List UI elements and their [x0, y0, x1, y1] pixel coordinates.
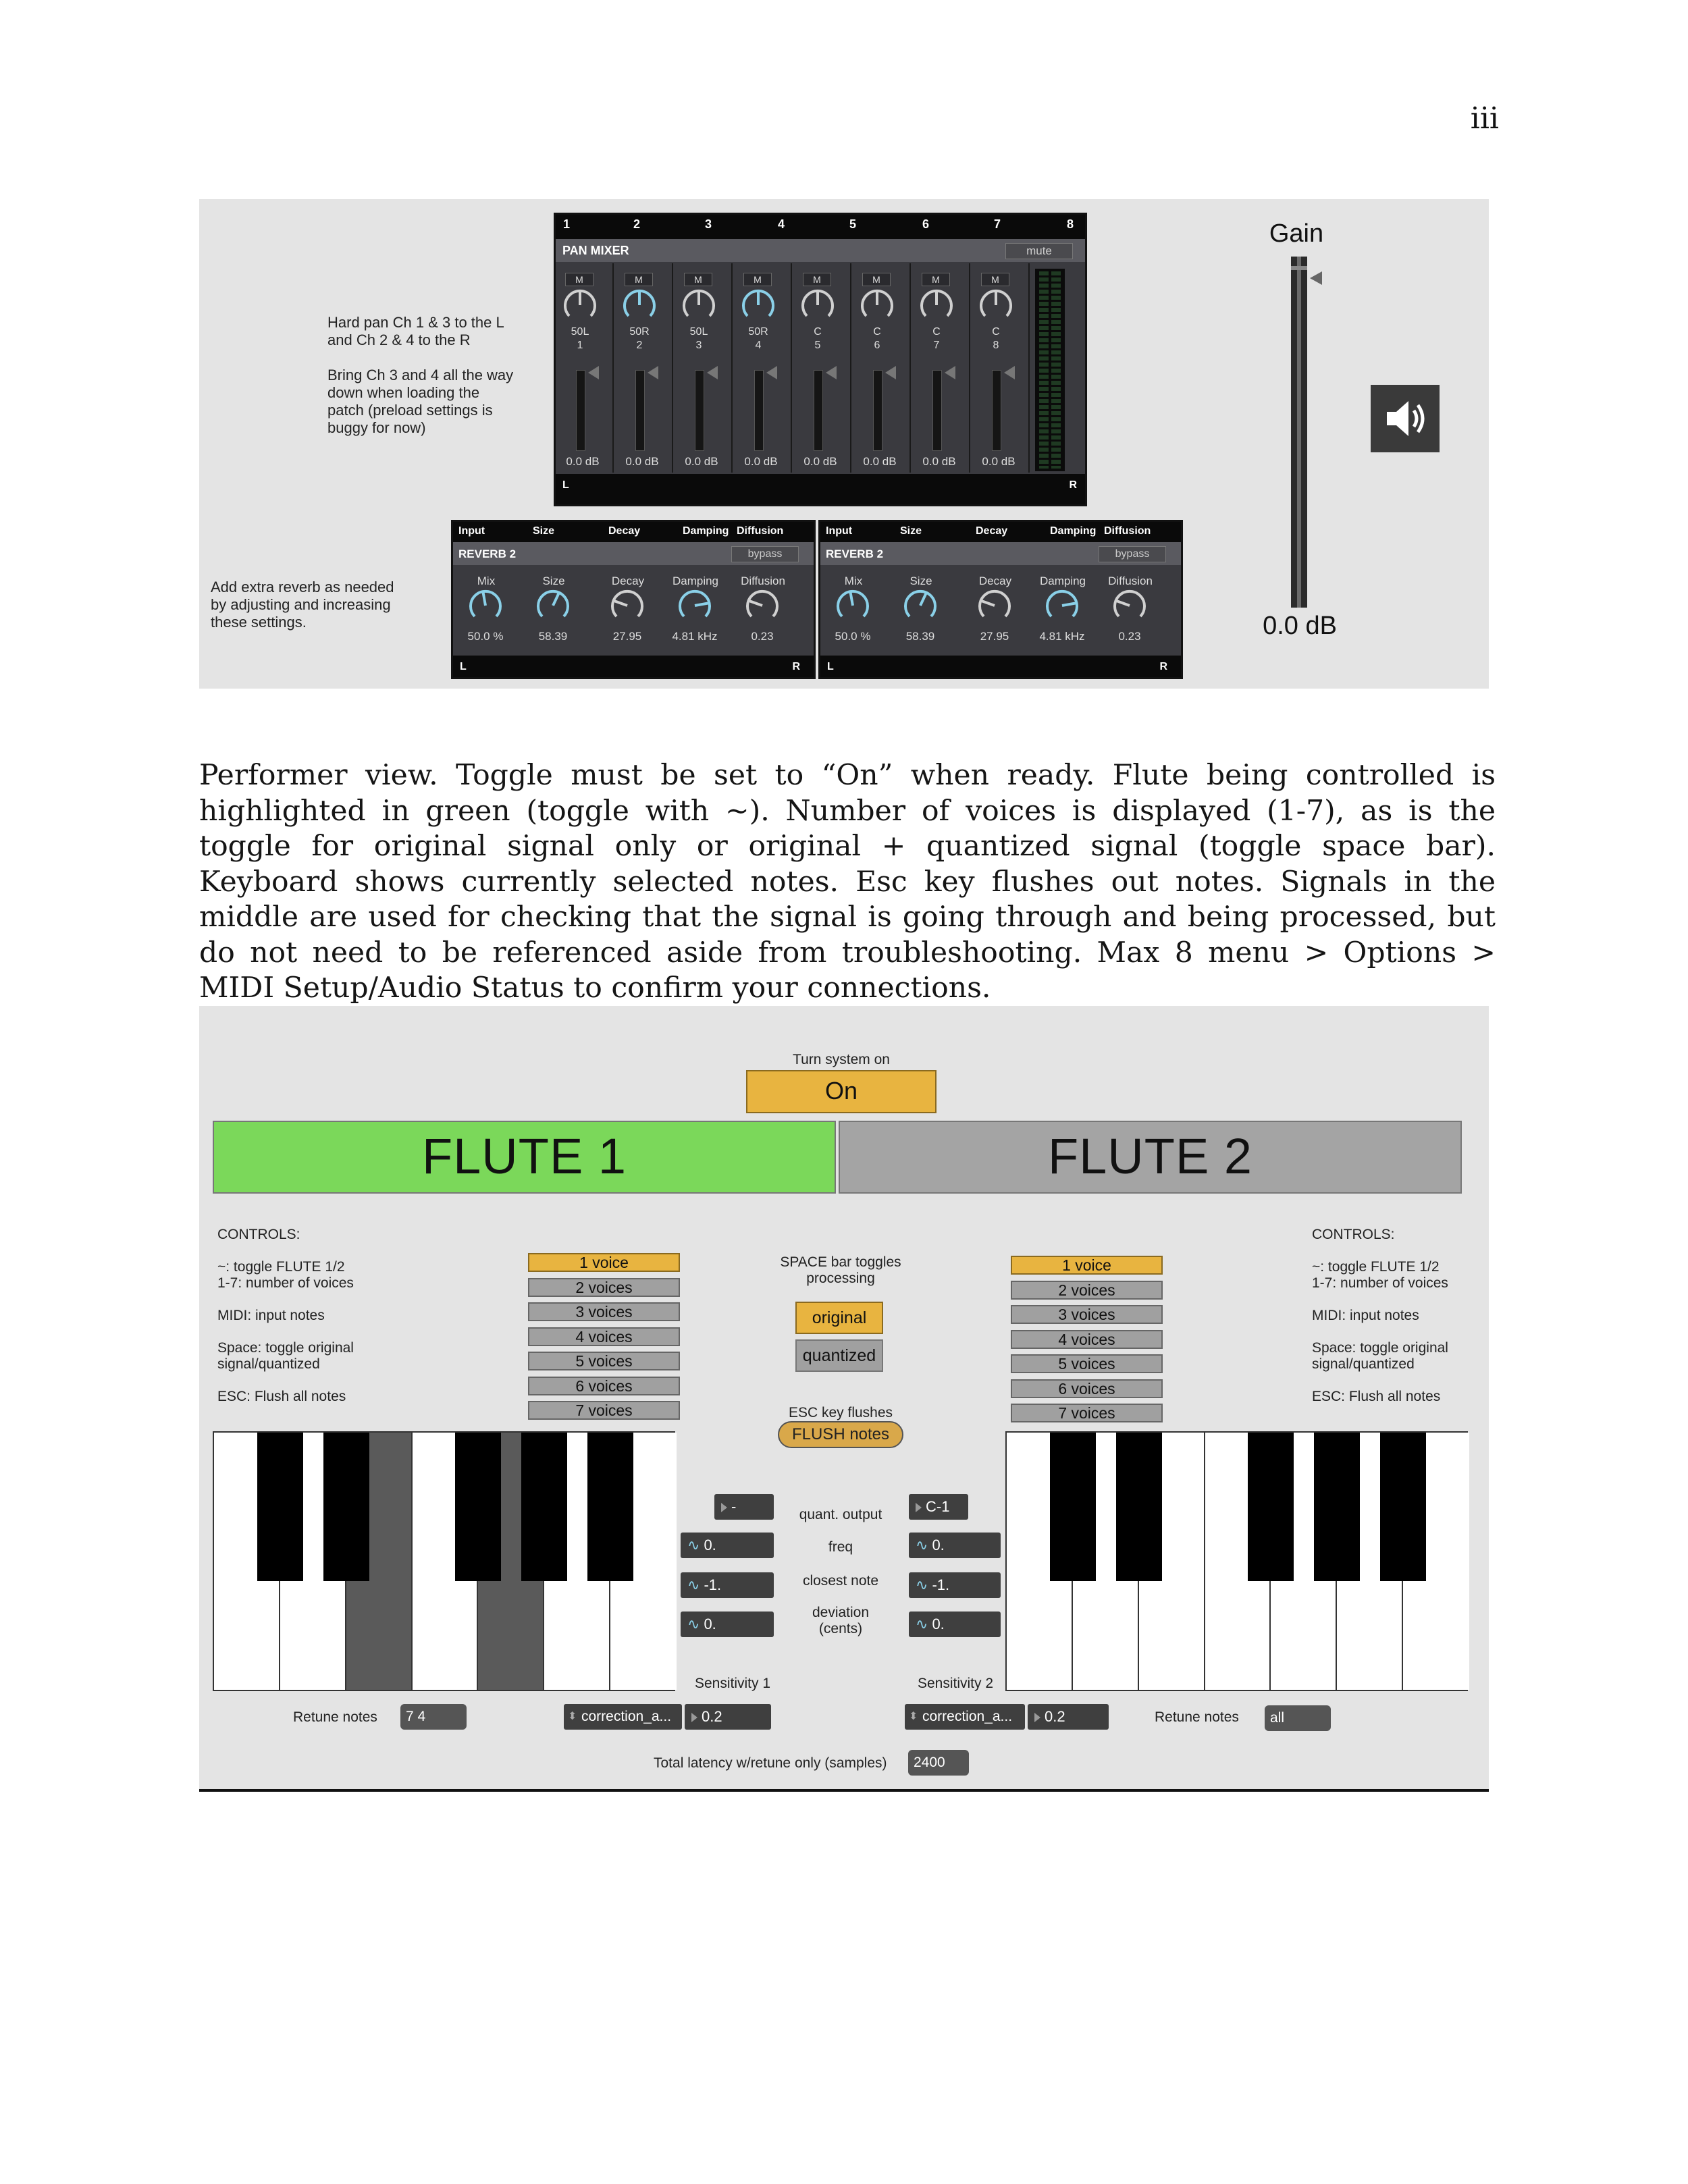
voice-count-option[interactable]: 4 voices [1011, 1330, 1163, 1349]
pan-knob[interactable] [978, 288, 1013, 323]
sensitivity-1-value[interactable]: 0.2 [685, 1704, 771, 1730]
voice-count-option[interactable]: 4 voices [528, 1327, 680, 1346]
reverb-header-label: Damping [1050, 525, 1097, 537]
voice-count-option[interactable]: 1 voice [1011, 1256, 1163, 1275]
reverb-bypass-button[interactable]: bypass [731, 546, 799, 562]
sensitivity-2-label: Sensitivity 2 [917, 1676, 994, 1691]
quant-output-left: - [714, 1494, 774, 1520]
fader-handle[interactable] [588, 366, 599, 379]
space-bar-hint: SPACE bar toggles processing [780, 1254, 901, 1286]
pan-value: 50R 4 [748, 326, 768, 351]
pan-channel-strip [734, 263, 792, 473]
pan-value: 50R 2 [629, 326, 650, 351]
channel-mute-button[interactable]: M [803, 273, 831, 286]
freq-left: ∿ 0. [681, 1533, 774, 1558]
voice-count-option[interactable]: 5 voices [1011, 1354, 1163, 1373]
black-key[interactable] [1050, 1433, 1096, 1581]
voice-count-option[interactable]: 5 voices [528, 1352, 680, 1370]
voice-count-option[interactable]: 7 voices [528, 1401, 680, 1420]
pan-channel-strip [675, 263, 733, 473]
caption-paragraph: Performer view. Toggle must be set to “On” when ready. Flute being controlled is highlighted in green (toggle with ~). Number of voices is displayed (1-7), as is the toggle for original signal only or original + quantized signal (toggle space bar). Keyboard shows currently selected notes. Esc key flushes out notes. Signals in the middle are used for checking that the signal is going through and being processed, but do not need to be referenced aside from troubleshooting. Max 8 menu > Options > MIDI Setup/Audio Status to confirm your connections. [199, 759, 1496, 1005]
gain-label: Gain [1269, 219, 1324, 248]
retune-notes-right[interactable]: all [1265, 1705, 1331, 1731]
voice-count-option[interactable]: 3 voices [1011, 1305, 1163, 1324]
reverb-param-label: Decay [978, 575, 1012, 587]
reverb-param-value: 0.23 [1118, 630, 1141, 643]
latency-value: 2400 [908, 1750, 969, 1776]
reverb-title: REVERB 2 [826, 548, 884, 560]
reverb-param-knob[interactable] [677, 588, 712, 623]
reverb-param-knob[interactable] [1112, 588, 1147, 623]
output-level-meter [1035, 269, 1065, 471]
reverb-param-knob[interactable] [835, 588, 870, 623]
right-channel-label: R [1069, 479, 1077, 491]
reverb-param-label: Size [909, 575, 932, 587]
reverb-lr-bar [820, 656, 1181, 677]
black-key[interactable] [587, 1433, 633, 1581]
reverb-header-label: Decay [976, 525, 1008, 537]
reverb-param-knob[interactable] [610, 588, 645, 623]
retune-label-left: Retune notes [293, 1709, 377, 1725]
reverb-header-label: Size [533, 525, 555, 537]
correction-menu-right[interactable]: ⬍ correction_a... [905, 1704, 1025, 1730]
pan-channel-strip [793, 263, 851, 473]
pan-knob[interactable] [622, 288, 657, 323]
reverb-param-label: Diffusion [741, 575, 785, 587]
pan-channel-strip [972, 263, 1030, 473]
esc-key-hint: ESC key flushes [788, 1405, 893, 1420]
retune-notes-left[interactable]: 7 4 [400, 1704, 467, 1730]
channel-db-value: 0.0 dB [566, 455, 600, 468]
channel-db-value: 0.0 dB [922, 455, 956, 468]
channel-mute-button[interactable]: M [922, 273, 950, 286]
deviation-left: ∿ 0. [681, 1612, 774, 1637]
pan-value: C 6 [873, 326, 881, 351]
fader-handle[interactable] [826, 366, 837, 379]
original-signal-toggle[interactable]: original [795, 1302, 883, 1334]
quantized-signal-toggle[interactable]: quantized [795, 1339, 883, 1372]
retune-label-right: Retune notes [1155, 1709, 1239, 1725]
channel-number: 1 [562, 217, 570, 231]
reverb-param-label: Mix [844, 575, 863, 587]
reverb-param-knob[interactable] [468, 588, 503, 623]
channel-number: 5 [849, 217, 856, 231]
gain-value: 0.0 dB [1263, 612, 1337, 640]
left-channel-label: L [460, 661, 467, 672]
voice-count-option[interactable]: 7 voices [1011, 1404, 1163, 1422]
reverb-param-value: 50.0 % [467, 630, 504, 643]
reverb-param-value: 58.39 [538, 630, 568, 643]
pan-mixer [554, 213, 1087, 506]
reverb-header-bar [453, 522, 814, 542]
reverb-param-label: Damping [1039, 575, 1086, 587]
black-key[interactable] [323, 1433, 369, 1581]
pan-knob[interactable] [919, 288, 954, 323]
correction-menu-left[interactable]: ⬍ correction_a... [564, 1704, 682, 1730]
page-number: iii [1470, 101, 1499, 136]
reverb-param-label: Mix [477, 575, 496, 587]
channel-fader[interactable] [576, 370, 585, 451]
left-channel-label: L [562, 479, 569, 491]
pan-value: C 7 [932, 326, 941, 351]
fader-handle[interactable] [945, 366, 955, 379]
pan-mixer-mute-button[interactable]: mute [1005, 243, 1073, 259]
closest-note-label: closest note [802, 1573, 879, 1589]
channel-mute-button[interactable]: M [684, 273, 712, 286]
reverb-param-value: 27.95 [980, 630, 1009, 643]
black-key[interactable] [521, 1433, 567, 1581]
channel-fader[interactable] [635, 370, 645, 451]
pan-mixer-title: PAN MIXER [562, 244, 629, 257]
fader-handle[interactable] [707, 366, 718, 379]
black-key[interactable] [257, 1433, 303, 1581]
voice-count-option[interactable]: 6 voices [1011, 1379, 1163, 1398]
reverb-header-label: Input [826, 525, 853, 537]
channel-number: 4 [777, 217, 785, 231]
pan-knob[interactable] [562, 288, 598, 323]
channel-number: 8 [1066, 217, 1074, 231]
flute-1-panel[interactable]: FLUTE 1 [213, 1121, 836, 1194]
reverb-lr-bar [453, 656, 814, 677]
voice-count-option[interactable]: 2 voices [528, 1278, 680, 1297]
quant-output-label: quant. output [799, 1507, 882, 1522]
reverb-param-knob[interactable] [745, 588, 780, 623]
controls-help-left: CONTROLS: ~: toggle FLUTE 1/2 1-7: number of voices MIDI: input notes Space: toggle original signal/quantized ESC: Flush all notes [217, 1227, 354, 1404]
reverb-device-2 [818, 520, 1183, 679]
turn-system-on-label: Turn system on [793, 1052, 890, 1067]
channel-number: 6 [922, 217, 929, 231]
quant-output-right: C-1 [909, 1494, 968, 1520]
channel-fader[interactable] [932, 370, 942, 451]
reverb-header-label: Size [900, 525, 922, 537]
freq-right: ∿ 0. [909, 1533, 1001, 1558]
system-on-toggle[interactable]: On [746, 1070, 937, 1113]
reverb-header-label: Damping [683, 525, 729, 537]
reverb-param-label: Size [542, 575, 565, 587]
channel-db-value: 0.0 dB [685, 455, 718, 468]
gain-slider[interactable] [1291, 257, 1307, 608]
reverb-header-label: Input [458, 525, 485, 537]
channel-fader[interactable] [814, 370, 823, 451]
pan-channel-strip [556, 263, 614, 473]
black-key[interactable] [1314, 1433, 1360, 1581]
left-channel-label: L [827, 661, 834, 672]
reverb-param-value: 4.81 kHz [1039, 630, 1085, 643]
reverb-param-knob[interactable] [903, 588, 938, 623]
reverb-param-value: 0.23 [751, 630, 774, 643]
reverb-header-label: Diffusion [1104, 525, 1151, 537]
pan-knob[interactable] [800, 288, 835, 323]
reverb-param-value: 50.0 % [835, 630, 871, 643]
sensitivity-2-value[interactable]: 0.2 [1028, 1704, 1109, 1730]
closest-note-left: ∿ -1. [681, 1572, 774, 1598]
pan-knob[interactable] [741, 288, 776, 323]
voice-selector-flute-1 [528, 1253, 680, 1429]
channel-number: 3 [704, 217, 712, 231]
channel-number: 7 [993, 217, 1001, 231]
figure-bottom-rule [199, 1789, 1489, 1792]
reverb-param-value: 4.81 kHz [672, 630, 718, 643]
voice-selector-flute-2 [1011, 1256, 1163, 1431]
black-key[interactable] [1116, 1433, 1162, 1581]
black-key[interactable] [455, 1433, 501, 1581]
deviation-label: deviation (cents) [812, 1605, 870, 1636]
flush-notes-button[interactable]: FLUSH notes [778, 1421, 903, 1448]
reverb-title-bar [453, 542, 814, 565]
gain-slider-handle[interactable] [1310, 271, 1322, 285]
sensitivity-1-label: Sensitivity 1 [694, 1676, 771, 1691]
flute-2-panel[interactable]: FLUTE 2 [839, 1121, 1462, 1194]
reverb-header-label: Diffusion [737, 525, 784, 537]
fader-handle[interactable] [648, 366, 658, 379]
pan-channel-strip [912, 263, 970, 473]
channel-db-value: 0.0 dB [982, 455, 1016, 468]
pan-mixer-channel-numbers [556, 215, 1085, 239]
reverb-bypass-button[interactable]: bypass [1099, 546, 1166, 562]
reverb-device-1 [451, 520, 816, 679]
channel-mute-button[interactable]: M [862, 273, 891, 286]
channel-number: 2 [633, 217, 640, 231]
channel-db-value: 0.0 dB [803, 455, 837, 468]
reverb-header-bar [820, 522, 1181, 542]
pan-value: C 8 [992, 326, 1000, 351]
fader-handle[interactable] [885, 366, 896, 379]
reverb-header-label: Decay [608, 525, 641, 537]
pan-value: 50L 1 [571, 326, 589, 351]
controls-help-right: CONTROLS: ~: toggle FLUTE 1/2 1-7: number of voices MIDI: input notes Space: toggle original signal/quantized ESC: Flush all notes [1312, 1227, 1448, 1404]
channel-fader[interactable] [695, 370, 704, 451]
black-key[interactable] [1380, 1433, 1426, 1581]
channel-mute-button[interactable]: M [981, 273, 1009, 286]
channel-mute-button[interactable]: M [565, 273, 594, 286]
channel-mute-button[interactable]: M [625, 273, 653, 286]
reverb-param-knob[interactable] [1045, 588, 1080, 623]
channel-db-value: 0.0 dB [625, 455, 659, 468]
fader-handle[interactable] [766, 366, 777, 379]
reverb-param-label: Decay [611, 575, 645, 587]
channel-fader[interactable] [873, 370, 882, 451]
reverb-title: REVERB 2 [458, 548, 517, 560]
reverb-param-value: 58.39 [905, 630, 935, 643]
channel-mute-button[interactable]: M [743, 273, 772, 286]
reverb-param-knob[interactable] [977, 588, 1012, 623]
right-channel-label: R [1159, 661, 1167, 672]
closest-note-right: ∿ -1. [909, 1572, 1001, 1598]
pan-knob[interactable] [681, 288, 716, 323]
pan-channel-strip [615, 263, 673, 473]
reverb-param-value: 27.95 [612, 630, 642, 643]
latency-label: Total latency w/retune only (samples) [654, 1755, 887, 1771]
right-channel-label: R [792, 661, 800, 672]
fader-handle[interactable] [1004, 366, 1015, 379]
reverb-param-label: Damping [672, 575, 719, 587]
black-key[interactable] [1248, 1433, 1294, 1581]
pan-mixer-title-bar [556, 239, 1085, 262]
speaker-volume-icon[interactable] [1371, 385, 1440, 452]
pan-mixer-lr-bar [556, 474, 1085, 504]
reverb-title-bar [820, 542, 1181, 565]
pan-knob[interactable] [860, 288, 895, 323]
keyboard-flute-1[interactable] [213, 1431, 675, 1691]
keyboard-flute-2[interactable] [1005, 1431, 1468, 1691]
reverb-param-label: Diffusion [1108, 575, 1153, 587]
channel-fader[interactable] [992, 370, 1001, 451]
voice-count-option[interactable]: 6 voices [528, 1377, 680, 1395]
reverb-note: Add extra reverb as needed by adjusting and increasing these settings. [211, 579, 394, 631]
channel-fader[interactable] [754, 370, 764, 451]
pan-note: Hard pan Ch 1 & 3 to the L and Ch 2 & 4 to the R Bring Ch 3 and 4 all the way down when loading the patch (preload settings is buggy for now) [327, 314, 514, 436]
voice-count-option[interactable]: 3 voices [528, 1302, 680, 1321]
freq-label: freq [828, 1539, 853, 1555]
channel-db-value: 0.0 dB [744, 455, 778, 468]
channel-db-value: 0.0 dB [863, 455, 897, 468]
voice-count-option[interactable]: 2 voices [1011, 1281, 1163, 1300]
deviation-right: ∿ 0. [909, 1612, 1001, 1637]
pan-value: C 5 [814, 326, 822, 351]
voice-count-option[interactable]: 1 voice [528, 1253, 680, 1272]
pan-channel-strip [853, 263, 911, 473]
pan-value: 50L 3 [689, 326, 708, 351]
reverb-param-knob[interactable] [535, 588, 571, 623]
